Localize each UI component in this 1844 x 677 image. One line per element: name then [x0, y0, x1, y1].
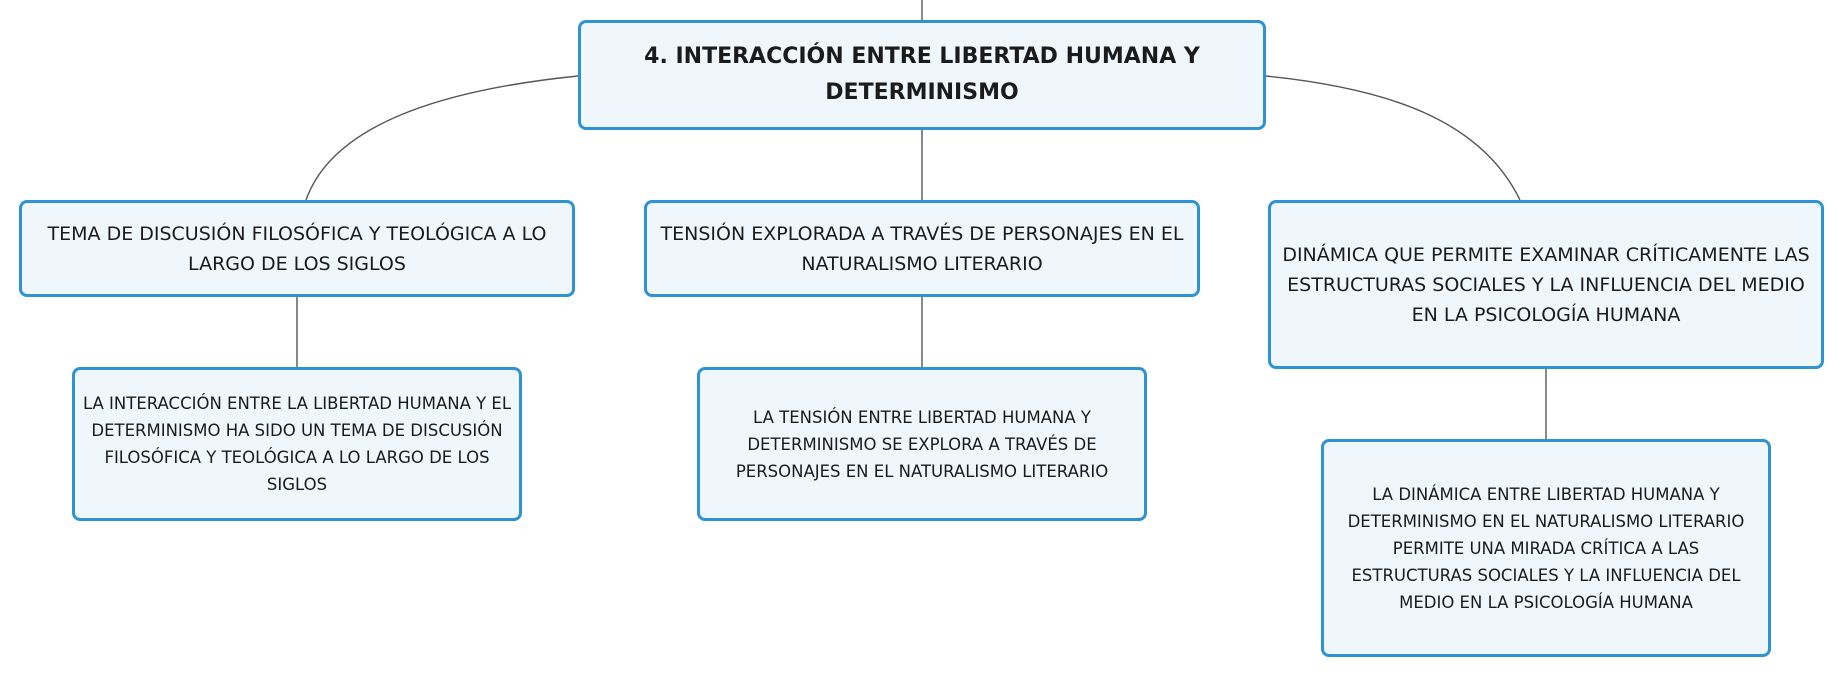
connector-root-branch-3 — [1266, 76, 1520, 200]
detail-node-3[interactable] — [1321, 439, 1771, 657]
branch-label-3: DINÁMICA QUE PERMITE EXAMINAR CRÍTICAMENTE LAS ESTRUCTURAS SOCIALES Y LA INFLUENCIA DEL MEDIO EN LA PSICOLOGÍA HUMANA — [1282, 243, 1810, 326]
detail-label-2: LA TENSIÓN ENTRE LIBERTAD HUMANA Y DETERMINISMO SE EXPLORA A TRAVÉS DE PERSONAJES EN EL NATURALISMO LITERARIO — [735, 407, 1109, 481]
detail-node-1[interactable] — [72, 367, 522, 521]
branch-node-3[interactable] — [1268, 200, 1824, 369]
connector-root-branch-1 — [306, 76, 578, 200]
root-topic-label: 4. INTERACCIÓN ENTRE LIBERTAD HUMANA Y DETERMINISMO — [644, 44, 1200, 105]
branch-node-2[interactable] — [644, 200, 1200, 297]
detail-label-1: LA INTERACCIÓN ENTRE LA LIBERTAD HUMANA Y EL DETERMINISMO HA SIDO UN TEMA DE DISCUSIÓN FILOSÓFICA Y TEOLÓGICA A LO LARGO DE LOS SIGLOS — [82, 394, 512, 494]
branch-node-1[interactable] — [19, 200, 575, 297]
detail-label-3: LA DINÁMICA ENTRE LIBERTAD HUMANA Y DETERMINISMO EN EL NATURALISMO LITERARIO PERMITE UNA MIRADA CRÍTICA A LAS ESTRUCTURAS SOCIALES Y LA INFLUENCIA DEL MEDIO EN LA PSICOLOGÍA HUMANA — [1347, 484, 1745, 612]
branch-label-1: TEMA DE DISCUSIÓN FILOSÓFICA Y TEOLÓGICA A LO LARGO DE LOS SIGLOS — [47, 222, 547, 275]
branch-label-2: TENSIÓN EXPLORADA A TRAVÉS DE PERSONAJES EN EL NATURALISMO LITERARIO — [660, 222, 1184, 275]
detail-node-2[interactable] — [697, 367, 1147, 521]
root-topic-node[interactable] — [578, 20, 1266, 130]
